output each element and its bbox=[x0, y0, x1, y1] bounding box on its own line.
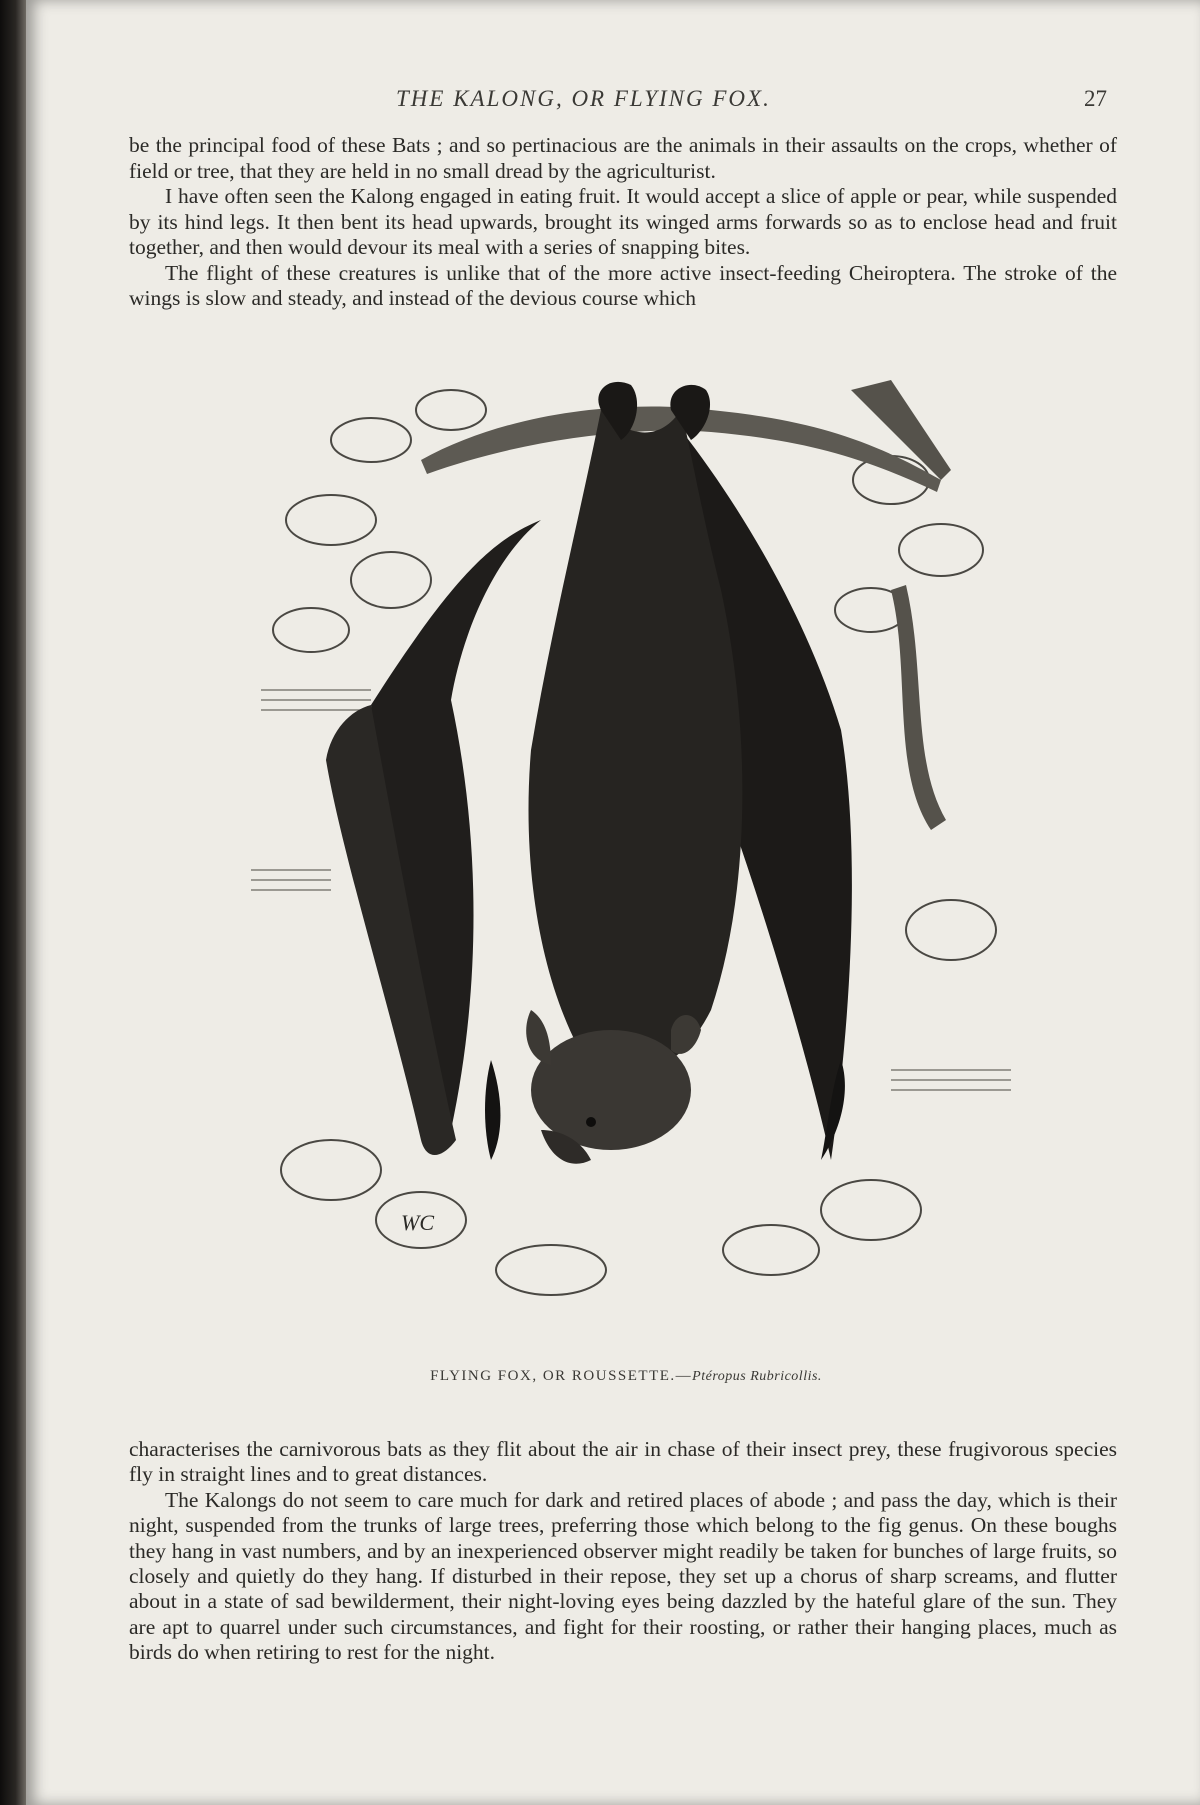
paragraph: The flight of these creatures is unlike that of the more active insect-feeding Cheiroptera. The stroke of the wings is slow and steady, and instead of the devious course which bbox=[129, 260, 1117, 310]
body-text-bottom bbox=[129, 1437, 1117, 1666]
page-number: 27 bbox=[1084, 86, 1107, 111]
book-gutter bbox=[0, 0, 26, 1805]
book-page bbox=[26, 0, 1200, 1805]
caption-latin-name: Ptéropus Rubricollis. bbox=[692, 1369, 822, 1384]
paragraph: I have often seen the Kalong engaged in eating fruit. It would accept a slice of apple or pear, while suspended by its hind legs. It then bent its head upwards, brought its winged arms forwards so as to enclose head and fruit together, and then would devour its meal with a series of snapping bites. bbox=[129, 184, 1117, 259]
flying-fox-illustration bbox=[251, 370, 1031, 1340]
bat-body bbox=[326, 382, 852, 1164]
engraver-initials: WC bbox=[401, 1210, 434, 1235]
body-text-top bbox=[129, 133, 1117, 312]
paragraph: The Kalongs do not seem to care much for dark and retired places of abode ; and pass the day, which is their night, suspended from the trunks of large trees, preferring those which belong to the fig genus. On these boughs they hang in vast numbers, and by an inexperienced observer might readily be taken for bunches of large fruits, so closely and quietly do they hang. If disturbed in their repose, they set up a chorus of sharp screams, and flutter about in a state of sad bewilderment, their night-loving eyes being dazzled by the hateful glare of the sun. They are apt to quarrel under such circumstances, and fight for their roosting, or rather their hanging places, much as birds do when retiring to rest for the night. bbox=[129, 1487, 1117, 1665]
paragraph: be the principal food of these Bats ; and so pertinacious are the animals in their assaults on the crops, whether of field or tree, that they are held in no small dread by the agriculturist. bbox=[129, 133, 1117, 183]
paragraph: characterises the carnivorous bats as they flit about the air in chase of their insect prey, these frugivorous species fly in straight lines and to great distances. bbox=[129, 1437, 1117, 1487]
figure-caption bbox=[126, 1368, 1126, 1385]
running-title: THE KALONG, OR FLYING FOX. bbox=[396, 86, 771, 111]
caption-label: FLYING FOX, OR ROUSSETTE.— bbox=[430, 1368, 693, 1384]
